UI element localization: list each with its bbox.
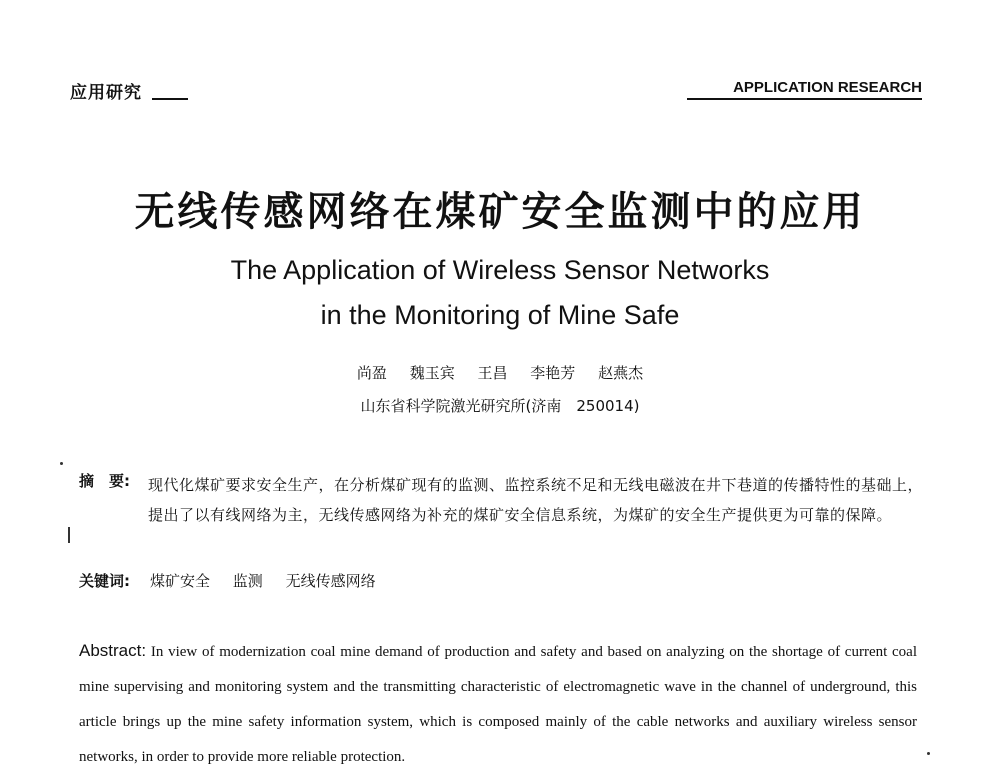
title-english-line-1: The Application of Wireless Sensor Networks <box>230 255 770 285</box>
title-chinese: 无线传感网络在煤矿安全监测中的应用 <box>134 189 866 235</box>
section-label-rule <box>152 98 188 100</box>
author: 赵燕杰 <box>598 364 644 382</box>
abstract-chinese-text: 现代化煤矿要求安全生产，在分析煤矿现有的监测、监控系统不足和无线电磁波在井下巷道的传播特性的基础上，提出了以有线网络为主，无线传感网络为补充的煤矿安全信息系统，为煤矿的安全生产提供更为可靠的保障。 <box>148 476 924 524</box>
abstract-chinese-label: 摘 要: <box>79 472 130 490</box>
abstract-english-label: Abstract: <box>79 641 147 660</box>
author: 尚盈 <box>356 364 387 382</box>
keywords-list <box>150 570 394 591</box>
keyword: 无线传感网络 <box>285 572 376 590</box>
affiliation: 山东省科学院激光研究所(济南 250014) <box>360 397 640 415</box>
abstract-english <box>79 633 917 775</box>
title-english-line-2: in the Monitoring of Mine Safe <box>320 300 680 330</box>
scan-speck <box>60 462 63 465</box>
keyword: 煤矿安全 <box>150 572 211 590</box>
scan-mark <box>68 527 70 543</box>
section-label: 应用研究 <box>70 83 142 103</box>
abstract-english-text: In view of modernization coal mine demand of production and safety and based on analyzing on the shortage of current coal mine supervising and monitoring system and the transmitting characteristic of electromagnetic wave in the channel of underground, this article brings up the mine safety information system, which is composed mainly of the cable networks and auxiliary wireless sensor networks, in order to provide more reliable protection. <box>79 644 918 765</box>
author: 魏玉宾 <box>409 364 455 382</box>
keyword: 监测 <box>232 572 263 590</box>
author: 王昌 <box>477 364 508 382</box>
keywords-label: 关键词: <box>79 572 130 590</box>
author-list <box>0 362 1000 383</box>
scan-speck <box>927 752 930 755</box>
author: 李艳芳 <box>530 364 576 382</box>
section-label-english: APPLICATION RESEARCH <box>733 79 922 96</box>
section-label-english-rule <box>687 98 922 100</box>
